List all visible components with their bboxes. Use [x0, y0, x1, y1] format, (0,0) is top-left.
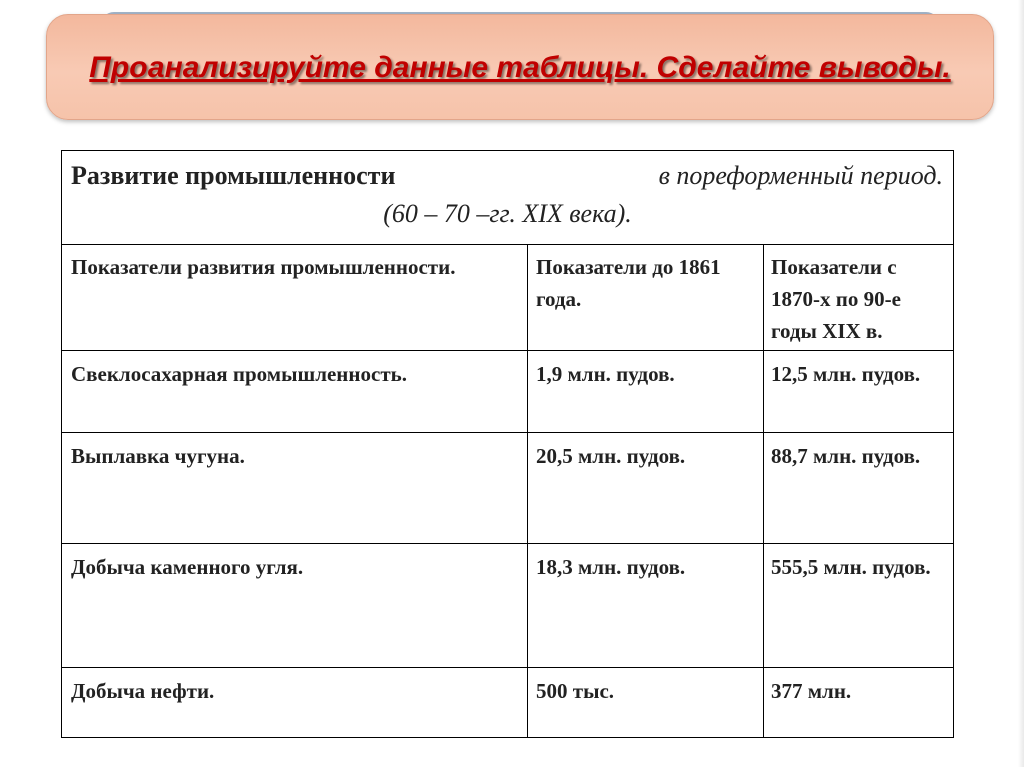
table-row	[62, 668, 953, 737]
after-1870-cell: 88,7 млн. пудов.	[763, 433, 953, 543]
indicator-cell: Выплавка чугуна.	[71, 444, 245, 468]
after-1870-cell: 377 млн.	[763, 668, 953, 737]
table-heading-line1	[71, 161, 943, 191]
column-header-before-1861: Показатели до 1861 года.	[527, 244, 763, 350]
before-1861-cell: 20,5 млн. пудов.	[527, 433, 763, 543]
table-row	[62, 544, 953, 668]
data-table	[61, 150, 954, 738]
indicator-cell: Добыча каменного угля.	[71, 555, 304, 579]
before-1861-cell: 1,9 млн. пудов.	[527, 351, 763, 432]
table-heading-period: (60 – 70 –гг. XIX века).	[383, 199, 632, 228]
indicator-cell: Добыча нефти.	[71, 679, 215, 703]
column-header-after-1870: Показатели с 1870-х по 90-е годы XIX в.	[763, 244, 953, 350]
table-heading	[62, 151, 953, 245]
table-grid	[62, 244, 953, 737]
banner-title: Проанализируйте данные таблицы. Сделайте выводы.	[89, 50, 951, 84]
indicator-cell: Свеклосахарная промышленность.	[71, 362, 407, 386]
table-row	[62, 433, 953, 544]
table-row	[62, 351, 953, 433]
column-header-indicator: Показатели развития промышленности.	[71, 255, 456, 279]
before-1861-cell: 500 тыс.	[527, 668, 763, 737]
slide-edge-shadow	[1018, 0, 1024, 767]
table-header-row	[62, 244, 953, 351]
table-heading-italic: в пореформенный период.	[658, 161, 943, 190]
before-1861-cell: 18,3 млн. пудов.	[527, 544, 763, 667]
table-heading-bold: Развитие промышленности	[71, 161, 396, 190]
title-banner	[46, 14, 994, 120]
after-1870-cell: 555,5 млн. пудов.	[763, 544, 953, 667]
after-1870-cell: 12,5 млн. пудов.	[763, 351, 953, 432]
